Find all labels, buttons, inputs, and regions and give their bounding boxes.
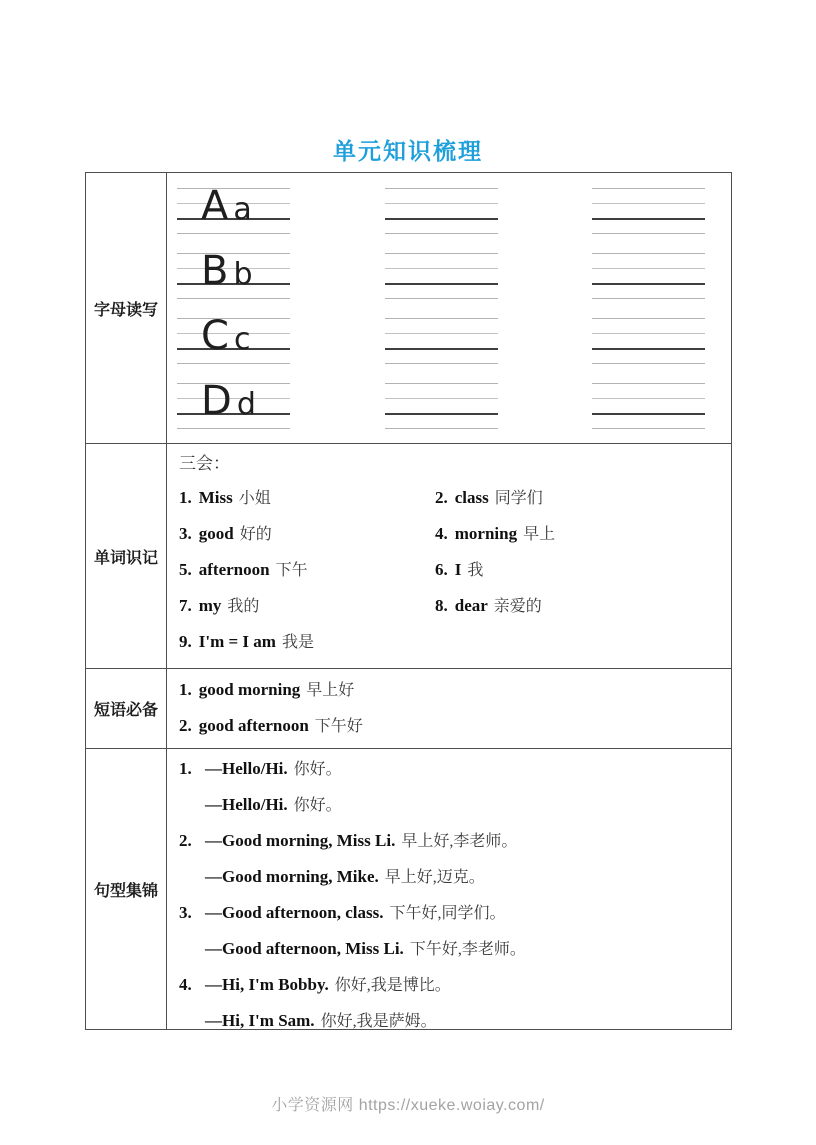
word-english: class	[454, 488, 489, 507]
guide-line	[385, 333, 498, 334]
sentence-chinese: 你好。	[293, 797, 342, 814]
sentence-number: 1.	[179, 759, 192, 778]
word-english: morning	[454, 524, 518, 543]
word-number: 4.	[435, 524, 448, 543]
words-intro: 三会：	[179, 454, 230, 473]
phrase-number: 2.	[179, 716, 192, 735]
sentence-line	[179, 823, 731, 859]
guide-baseline	[385, 283, 498, 285]
phrases-area	[167, 669, 731, 748]
guide-line	[385, 363, 498, 364]
sentence-english: —Hi, I'm Sam.	[205, 1011, 315, 1030]
letter-uppercase: B	[201, 248, 229, 294]
phrase-number: 1.	[179, 680, 192, 699]
sentence-english: —Hello/Hi.	[205, 795, 288, 814]
word-item	[179, 516, 435, 552]
word-number: 1.	[179, 488, 192, 507]
word-chinese: 我是	[281, 634, 314, 651]
word-chinese: 好的	[239, 526, 272, 543]
word-number: 2.	[435, 488, 448, 507]
word-chinese: 我	[467, 562, 484, 579]
guide-baseline	[592, 218, 705, 220]
guide-line	[385, 318, 498, 319]
sentence-chinese: 早上好,迈克。	[384, 869, 485, 886]
word-item	[179, 624, 435, 660]
guide-line	[177, 428, 290, 429]
sentences-area	[167, 749, 731, 1029]
handwriting-guide-dd	[177, 378, 290, 429]
guide-line	[592, 188, 705, 189]
letter-pair-aa	[201, 183, 252, 229]
sentence-chinese: 下午好,李老师。	[409, 941, 526, 958]
sentence-chinese: 下午好,同学们。	[389, 905, 506, 922]
word-english: Miss	[198, 488, 233, 507]
sentence-chinese: 早上好,李老师。	[401, 833, 518, 850]
handwriting-guide-cc	[177, 313, 290, 364]
guide-line	[385, 188, 498, 189]
word-number: 5.	[179, 560, 192, 579]
sentence-line	[179, 751, 731, 787]
site-credit: 小学资源网 https://xueke.woiay.com/	[271, 1097, 545, 1114]
guide-line	[592, 268, 705, 269]
sentence-number: 2.	[179, 831, 192, 850]
guide-line	[592, 398, 705, 399]
sentence-chinese: 你好。	[293, 761, 342, 778]
sentence-number: 4.	[179, 975, 192, 994]
letter-lowercase: d	[236, 387, 256, 422]
handwriting-guide-aa	[177, 183, 290, 234]
guide-line	[592, 253, 705, 254]
guide-line	[385, 398, 498, 399]
guide-line	[592, 233, 705, 234]
knowledge-summary-table	[85, 172, 732, 1030]
row-label-phrases: 短语必备	[86, 669, 167, 748]
handwriting-guide-blank	[385, 383, 498, 429]
guide-line	[177, 363, 290, 364]
word-english: I	[454, 560, 462, 579]
guide-baseline	[592, 413, 705, 415]
row-label-sentences: 句型集锦	[86, 749, 167, 1029]
word-english: my	[198, 596, 222, 615]
row-label-letters: 字母读写	[86, 173, 167, 443]
row-phrases	[86, 669, 731, 749]
word-item	[435, 588, 731, 624]
phrase-item	[179, 672, 731, 708]
word-item	[179, 552, 435, 588]
sentence-reply-line	[179, 787, 731, 823]
row-label-words: 单词识记	[86, 444, 167, 668]
word-item	[435, 480, 731, 516]
sentence-english: —Good afternoon, Miss Li.	[205, 939, 404, 958]
handwriting-guide-bb	[177, 248, 290, 299]
letter-uppercase: A	[201, 183, 229, 229]
guide-line	[592, 383, 705, 384]
guide-baseline	[592, 283, 705, 285]
handwriting-guide-blank	[592, 383, 705, 429]
word-english: dear	[454, 596, 488, 615]
guide-line	[592, 298, 705, 299]
letter-uppercase: C	[201, 313, 229, 359]
guide-line	[592, 203, 705, 204]
phrase-english: good morning	[198, 680, 301, 699]
guide-line	[177, 298, 290, 299]
word-item	[179, 480, 435, 516]
guide-line	[385, 268, 498, 269]
words-grid	[179, 480, 731, 660]
guide-line	[592, 333, 705, 334]
handwriting-guide-blank	[385, 318, 498, 364]
guide-line	[177, 233, 290, 234]
guide-baseline	[385, 348, 498, 350]
letters-practice-area	[167, 173, 731, 443]
handwriting-guide-blank	[592, 188, 705, 234]
phrase-item	[179, 708, 731, 744]
word-number: 3.	[179, 524, 192, 543]
sentence-line	[179, 895, 731, 931]
word-english: I'm = I am	[198, 632, 276, 651]
page-title: 单元知识梳理	[333, 138, 483, 164]
letter-pair-bb	[201, 248, 253, 294]
guide-line	[385, 298, 498, 299]
word-chinese: 早上	[523, 526, 556, 543]
sentence-line	[179, 967, 731, 1003]
guide-line	[385, 233, 498, 234]
sentence-english: —Hi, I'm Bobby.	[205, 975, 329, 994]
sentence-english: —Good morning, Mike.	[205, 867, 379, 886]
sentence-number: 3.	[179, 903, 192, 922]
letter-lowercase: c	[233, 322, 251, 357]
sentence-english: —Good afternoon, class.	[205, 903, 384, 922]
word-chinese: 同学们	[494, 490, 543, 507]
sentence-reply-line	[179, 1003, 731, 1039]
word-number: 6.	[435, 560, 448, 579]
letter-pair-cc	[201, 313, 251, 359]
phrase-chinese: 下午好	[314, 718, 363, 735]
guide-baseline	[592, 348, 705, 350]
row-words	[86, 444, 731, 669]
letter-lowercase: b	[233, 257, 253, 292]
letter-lowercase: a	[233, 192, 252, 227]
guide-baseline	[385, 413, 498, 415]
word-item	[435, 552, 731, 588]
word-chinese: 亲爱的	[493, 598, 542, 615]
handwriting-guide-blank	[592, 253, 705, 299]
guide-line	[592, 318, 705, 319]
word-chinese: 小姐	[238, 490, 271, 507]
sentence-english: —Hello/Hi.	[205, 759, 288, 778]
row-sentences	[86, 749, 731, 1029]
guide-line	[385, 428, 498, 429]
words-area	[167, 444, 731, 668]
guide-line	[385, 253, 498, 254]
row-letters	[86, 173, 731, 444]
word-item	[435, 516, 731, 552]
guide-line	[385, 203, 498, 204]
sentence-english: —Good morning, Miss Li.	[205, 831, 396, 850]
word-item	[179, 588, 435, 624]
word-number: 7.	[179, 596, 192, 615]
word-chinese: 下午	[275, 562, 308, 579]
sentence-reply-line	[179, 931, 731, 967]
letter-uppercase: D	[201, 378, 232, 424]
sentence-reply-line	[179, 859, 731, 895]
word-number: 8.	[435, 596, 448, 615]
guide-baseline	[385, 218, 498, 220]
word-english: afternoon	[198, 560, 270, 579]
guide-line	[385, 383, 498, 384]
phrase-chinese: 早上好	[306, 682, 355, 699]
word-number: 9.	[179, 632, 192, 651]
guide-line	[592, 363, 705, 364]
guide-line	[592, 428, 705, 429]
sentence-chinese: 你好,我是萨姆。	[320, 1013, 437, 1030]
letter-pair-dd	[201, 378, 256, 424]
handwriting-guide-blank	[385, 253, 498, 299]
word-chinese: 我的	[227, 598, 260, 615]
word-english: good	[198, 524, 234, 543]
phrase-english: good afternoon	[198, 716, 309, 735]
handwriting-guide-blank	[385, 188, 498, 234]
handwriting-guide-blank	[592, 318, 705, 364]
sentence-chinese: 你好,我是博比。	[334, 977, 451, 994]
